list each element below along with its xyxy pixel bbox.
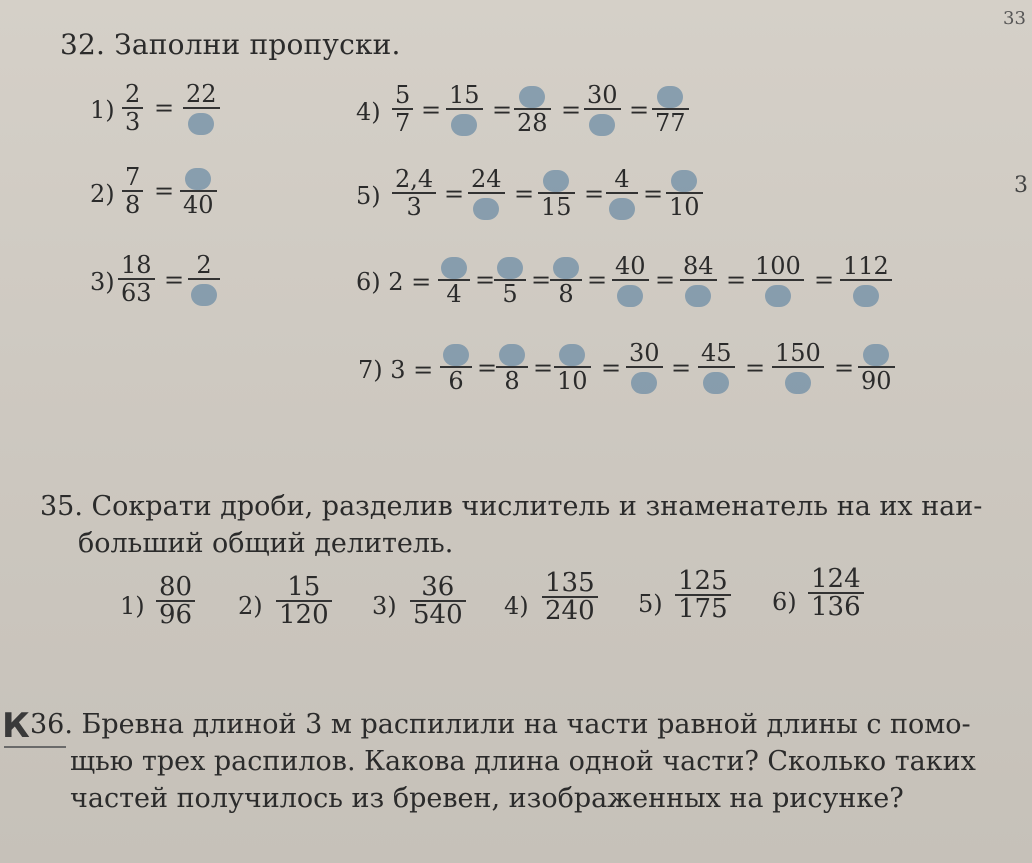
- blank-numerator[interactable]: [652, 82, 689, 110]
- denominator: 10: [557, 367, 588, 395]
- item-4-fraction-c: [514, 82, 551, 136]
- blank-blot-icon: [188, 113, 214, 135]
- blank-blot-icon: [499, 344, 525, 366]
- blank-blot-icon: [657, 86, 683, 108]
- denominator: 77: [655, 109, 686, 137]
- equals-sign: =: [154, 94, 175, 122]
- numerator: 5: [392, 82, 413, 110]
- item-5-fraction-e: [666, 166, 703, 220]
- item-1-fraction-a: [122, 81, 143, 135]
- equals-sign: =: [164, 266, 185, 294]
- item-2-fraction-b: [180, 164, 217, 218]
- blank-denominator[interactable]: [446, 110, 483, 136]
- ex35-item-5-label: 5): [638, 590, 663, 618]
- equals-sign: =: [514, 180, 535, 208]
- blank-blot-icon: [497, 257, 523, 279]
- numerator: 45: [698, 340, 735, 368]
- equals-sign: =: [601, 354, 622, 382]
- item-5-fraction-c: [538, 166, 575, 220]
- ex35-item-1-label: 1): [120, 592, 145, 620]
- item-5-fraction-d: [606, 166, 638, 220]
- equals-sign: =: [444, 180, 465, 208]
- item-4-fraction-e: [652, 82, 689, 136]
- blank-denominator[interactable]: [698, 368, 735, 394]
- equals-sign: =: [629, 96, 650, 124]
- denominator: 120: [279, 600, 329, 630]
- page-number: 33: [1003, 8, 1026, 29]
- blank-blot-icon: [519, 86, 545, 108]
- blank-blot-icon: [703, 372, 729, 394]
- item-7-fraction-2: [496, 340, 528, 394]
- blank-numerator[interactable]: [538, 166, 575, 194]
- blank-numerator[interactable]: [550, 253, 582, 281]
- item-7-fraction-5: [698, 340, 735, 394]
- numerator: 2: [188, 252, 220, 280]
- equals-sign: =: [834, 354, 855, 382]
- blank-denominator[interactable]: [606, 194, 638, 220]
- item-7-fraction-1: [440, 340, 472, 394]
- denominator: 96: [159, 600, 193, 630]
- denominator: 8: [504, 367, 520, 395]
- item-6-fraction-2: [494, 253, 526, 307]
- item-6-fraction-3: [550, 253, 582, 307]
- ex35-item-2-label: 2): [238, 592, 263, 620]
- item-5-label: 5): [356, 182, 381, 210]
- exercise-36-line-1: 36. Бревна длиной 3 м распилили на части равной длины с помо-: [30, 709, 971, 740]
- blank-blot-icon: [863, 344, 889, 366]
- blank-denominator[interactable]: [183, 109, 220, 135]
- item-3-label: 3): [90, 268, 115, 296]
- item-3-fraction-a: [118, 252, 155, 306]
- blank-denominator[interactable]: [468, 194, 505, 220]
- item-1-label: 1): [90, 96, 115, 124]
- item-6-fraction-7: [840, 253, 892, 307]
- item-3-fraction-b: [188, 252, 220, 306]
- numerator: 80: [156, 574, 195, 602]
- blank-blot-icon: [559, 344, 585, 366]
- exercise-36-marker: К: [2, 706, 30, 746]
- ex35-fraction-2: [276, 574, 332, 628]
- exercise-35-line-1: 35. Сократи дроби, разделив числитель и знаменатель на их наи-: [40, 491, 983, 522]
- denominator: 28: [517, 109, 548, 137]
- item-4-fraction-d: [584, 82, 621, 136]
- item-6-fraction-1: [438, 253, 470, 307]
- ex35-fraction-4: [542, 570, 598, 624]
- blank-blot-icon: [617, 285, 643, 307]
- numerator: 100: [752, 253, 804, 281]
- equals-sign: =: [561, 96, 582, 124]
- blank-denominator[interactable]: [188, 280, 220, 306]
- blank-blot-icon: [553, 257, 579, 279]
- ex35-fraction-3: [410, 574, 466, 628]
- denominator: 7: [395, 109, 411, 137]
- item-7-fraction-6: [772, 340, 824, 394]
- item-5-fraction-a: [392, 166, 436, 220]
- blank-blot-icon: [473, 198, 499, 220]
- equals-sign: =: [726, 266, 747, 294]
- denominator: 3: [125, 108, 141, 136]
- equals-sign: =: [475, 266, 496, 294]
- blank-denominator[interactable]: [584, 110, 621, 136]
- blank-blot-icon: [853, 285, 879, 307]
- numerator: 18: [118, 252, 155, 280]
- ex35-item-4-label: 4): [504, 592, 529, 620]
- edge-number: 3: [1014, 173, 1028, 198]
- denominator: 540: [413, 600, 463, 630]
- blank-denominator[interactable]: [612, 281, 649, 307]
- numerator: 84: [680, 253, 717, 281]
- blank-numerator[interactable]: [858, 340, 895, 368]
- blank-blot-icon: [631, 372, 657, 394]
- equals-sign: =: [671, 354, 692, 382]
- item-1-fraction-b: [183, 81, 220, 135]
- blank-numerator[interactable]: [440, 340, 472, 368]
- denominator: 15: [541, 193, 572, 221]
- denominator: 10: [669, 193, 700, 221]
- blank-denominator[interactable]: [626, 368, 663, 394]
- item-7-fraction-7: [858, 340, 895, 394]
- item-6-fraction-4: [612, 253, 649, 307]
- numerator: 15: [446, 82, 483, 110]
- numerator: 112: [840, 253, 892, 281]
- numerator: 30: [584, 82, 621, 110]
- equals-sign: =: [492, 96, 513, 124]
- exercise-36-line-2: щью трех распилов. Какова длина одной части? Сколько таких: [70, 746, 976, 777]
- blank-numerator[interactable]: [496, 340, 528, 368]
- denominator: 63: [121, 279, 152, 307]
- blank-blot-icon: [185, 168, 211, 190]
- ex35-item-6-label: 6): [772, 588, 797, 616]
- blank-blot-icon: [191, 284, 217, 306]
- denominator: 240: [545, 596, 595, 626]
- equals-sign: =: [745, 354, 766, 382]
- numerator: 22: [183, 81, 220, 109]
- blank-numerator[interactable]: [514, 82, 551, 110]
- denominator: 136: [811, 592, 861, 622]
- item-6-label: 6) 2 =: [356, 268, 432, 296]
- item-6-fraction-5: [680, 253, 717, 307]
- numerator: 124: [808, 566, 864, 594]
- blank-denominator[interactable]: [680, 281, 717, 307]
- item-4-fraction-b: [446, 82, 483, 136]
- exercise-32-title: 32. Заполни пропуски.: [60, 28, 401, 61]
- exercise-35-line-2: больший общий делитель.: [78, 528, 454, 559]
- denominator: 3: [406, 193, 422, 221]
- exercise-36-marker-underline: [4, 746, 66, 748]
- item-2-label: 2): [90, 180, 115, 208]
- equals-sign: =: [655, 266, 676, 294]
- blank-numerator[interactable]: [666, 166, 703, 194]
- equals-sign: =: [154, 177, 175, 205]
- denominator: 8: [125, 191, 141, 219]
- exercise-36-line-3: частей получилось из бревен, изображенных на рисунке?: [70, 783, 904, 814]
- ex35-fraction-1: [156, 574, 195, 628]
- blank-numerator[interactable]: [554, 340, 591, 368]
- numerator: 15: [276, 574, 332, 602]
- item-7-fraction-4: [626, 340, 663, 394]
- numerator: 150: [772, 340, 824, 368]
- numerator: 4: [606, 166, 638, 194]
- denominator: 40: [183, 191, 214, 219]
- item-7-fraction-3: [554, 340, 591, 394]
- numerator: 40: [612, 253, 649, 281]
- equals-sign: =: [643, 180, 664, 208]
- equals-sign: =: [814, 266, 835, 294]
- blank-denominator[interactable]: [840, 281, 892, 307]
- numerator: 7: [122, 164, 143, 192]
- numerator: 2: [122, 81, 143, 109]
- item-4-fraction-a: [392, 82, 413, 136]
- numerator: 135: [542, 570, 598, 598]
- blank-blot-icon: [785, 372, 811, 394]
- numerator: 30: [626, 340, 663, 368]
- blank-numerator[interactable]: [180, 164, 217, 192]
- ex35-fraction-5: [675, 568, 731, 622]
- blank-numerator[interactable]: [438, 253, 470, 281]
- item-4-label: 4): [356, 98, 381, 126]
- blank-blot-icon: [543, 170, 569, 192]
- equals-sign: =: [421, 96, 442, 124]
- item-5-fraction-b: [468, 166, 505, 220]
- numerator: 2,4: [392, 166, 436, 194]
- blank-denominator[interactable]: [752, 281, 804, 307]
- blank-blot-icon: [443, 344, 469, 366]
- blank-blot-icon: [589, 114, 615, 136]
- equals-sign: =: [531, 266, 552, 294]
- numerator: 24: [468, 166, 505, 194]
- ex35-fraction-6: [808, 566, 864, 620]
- item-2-fraction-a: [122, 164, 143, 218]
- blank-numerator[interactable]: [494, 253, 526, 281]
- item-7-label: 7) 3 =: [358, 356, 434, 384]
- blank-blot-icon: [671, 170, 697, 192]
- equals-sign: =: [584, 180, 605, 208]
- denominator: 8: [558, 280, 574, 308]
- numerator: 36: [410, 574, 466, 602]
- equals-sign: =: [533, 354, 554, 382]
- equals-sign: =: [477, 354, 498, 382]
- ex35-item-3-label: 3): [372, 592, 397, 620]
- blank-blot-icon: [685, 285, 711, 307]
- blank-blot-icon: [441, 257, 467, 279]
- blank-blot-icon: [609, 198, 635, 220]
- denominator: 4: [446, 280, 462, 308]
- blank-denominator[interactable]: [772, 368, 824, 394]
- equals-sign: =: [587, 266, 608, 294]
- denominator: 5: [502, 280, 518, 308]
- item-6-fraction-6: [752, 253, 804, 307]
- numerator: 125: [675, 568, 731, 596]
- denominator: 6: [448, 367, 464, 395]
- denominator: 90: [861, 367, 892, 395]
- blank-blot-icon: [451, 114, 477, 136]
- blank-blot-icon: [765, 285, 791, 307]
- denominator: 175: [678, 594, 728, 624]
